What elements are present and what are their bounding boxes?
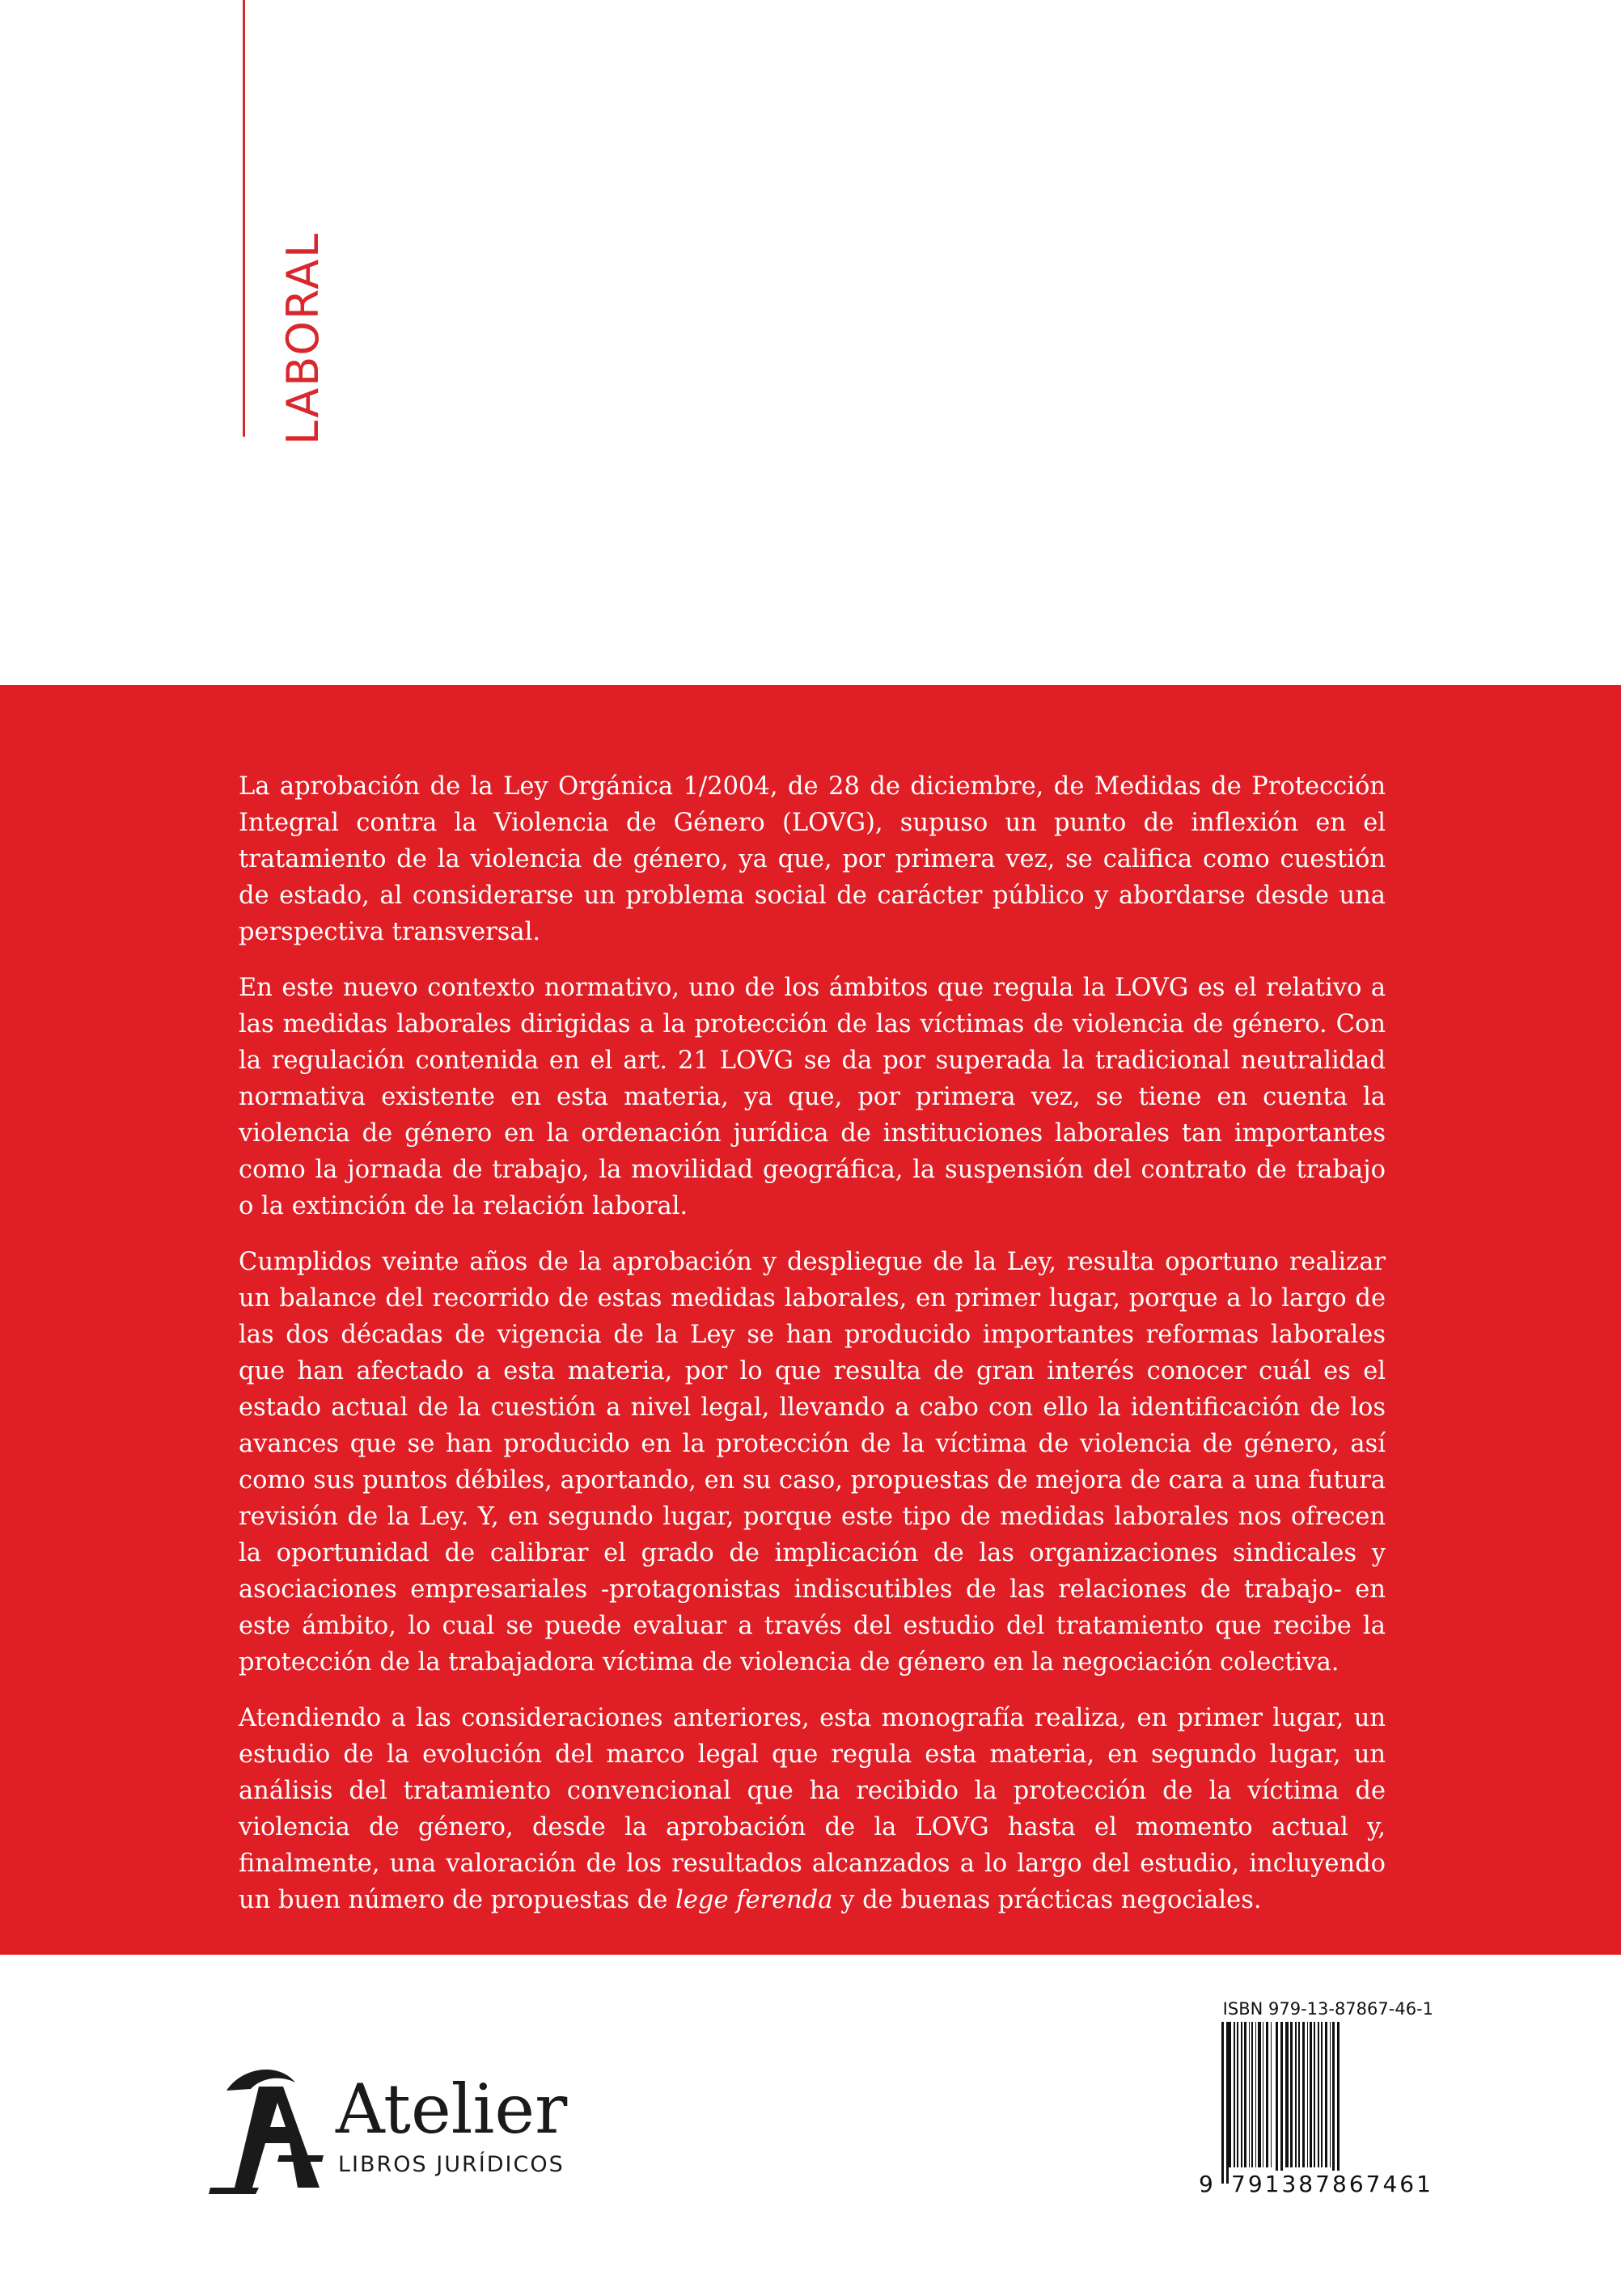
isbn-barcode — [1199, 1999, 1433, 2201]
barcode-digits-left: 791387 — [1231, 2171, 1332, 2197]
synopsis-paragraph-3: Cumplidos veinte años de la aprobación y despliegue de la Ley, resulta oportuno realizar un balance del recorrido de estas medidas laborales, en primer lugar, porque a lo largo de las dos décadas de vigencia de la Ley se han producido importantes reformas laborales que han afectado a esta materia, por lo que resulta de gran interés conocer cuál es el estado actual de la cuestión a nivel legal, llevando a cabo con ello la identificación de los avances que se han producido en la protección de la víctima de violencia de género, así como sus puntos débiles, aportando, en su caso, propuestas de mejora de cara a una futura revisión de la Ley. Y, en segundo lugar, porque este tipo de medidas laborales nos ofrecen la oportunidad de calibrar el grado de implicación de las organizaciones sindicales y asociaciones empresariales -protagonistas indiscutibles de las relaciones de trabajo- en este ámbito, lo cual se puede evaluar a través del estudio del tratamiento que recibe la protección de la trabajadora víctima de violencia de género en la negociación colectiva. — [239, 1248, 1386, 1677]
isbn-label: ISBN 979-13-87867-46-1 — [1222, 1999, 1433, 2019]
lege-ferenda-italic: lege ferenda — [675, 1886, 833, 1914]
category-label: LABORAL — [277, 231, 328, 445]
top-vertical-rule — [243, 0, 245, 437]
publisher-name: Atelier — [336, 2070, 568, 2149]
publisher-subtitle: LIBROS JURÍDICOS — [338, 2152, 565, 2177]
paragraph-4-start: Atendiendo a las consideraciones anteriores, esta monografía realiza, en primer lugar, un estudio de la evolución del marco legal que regula esta materia, en segundo lugar, un análisis del tratamiento convencional que ha recibido la protección de la víctima de violencia de género, desde la aprobación de la LOVG hasta el momento actual y, finalmente, una valoración de los resultados alcanzados a lo largo del estudio, incluyendo un buen número de propuestas de — [239, 1704, 1386, 1914]
barcode-digit-lead: 9 — [1199, 2171, 1216, 2197]
paragraph-4-end: y de buenas prácticas negociales. — [832, 1886, 1262, 1914]
atelier-mark-icon — [202, 2058, 328, 2196]
synopsis-text — [239, 768, 1386, 1938]
barcode-digits-right: 867461 — [1332, 2171, 1433, 2197]
barcode-bars — [1199, 2022, 1433, 2184]
synopsis-paragraph-4 — [239, 1700, 1386, 1918]
publisher-logo — [202, 2058, 574, 2196]
synopsis-paragraph-2: En este nuevo contexto normativo, uno de los ámbitos que regula la LOVG es el relativo a las medidas laborales dirigidas a la protección de las víctimas de violencia de género. Con la regulación contenida en el art. 21 LOVG se da por superada la tradicional neutralidad normativa existente en esta materia, ya que, por primera vez, se tiene en cuenta la violencia de género en la ordenación jurídica de instituciones laborales tan importantes como la jornada de trabajo, la movilidad geográfica, la suspensión del contrato de trabajo o la extinción de la relación laboral. — [239, 974, 1386, 1220]
synopsis-paragraph-1: La aprobación de la Ley Orgánica 1/2004, de 28 de diciembre, de Medidas de Protección Integral contra la Violencia de Género (LOVG), supuso un punto de inflexión en el tratamiento de la violencia de género, ya que, por primera vez, se califica como cuestión de estado, al considerarse un problema social de carácter público y abordarse desde una perspectiva transversal. — [239, 772, 1386, 946]
